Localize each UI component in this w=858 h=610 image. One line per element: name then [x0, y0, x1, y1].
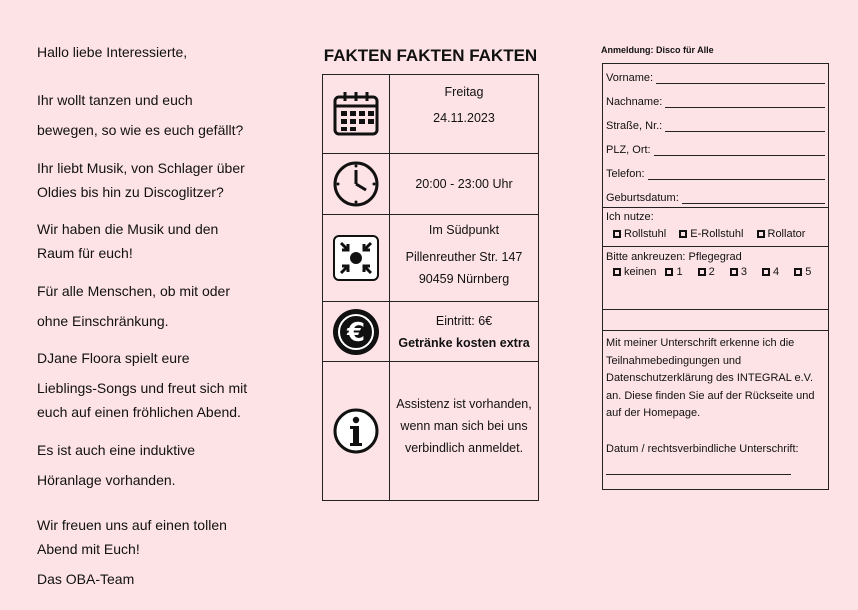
field-label: Nachname:	[606, 96, 663, 108]
info-icon	[332, 407, 380, 455]
birthdate-field[interactable]	[682, 193, 825, 204]
consent-line: an. Diese finden Sie auf der Rückseite und	[606, 389, 815, 402]
checkbox[interactable]	[762, 268, 770, 276]
consent-line: Mit meiner Unterschrift erkenne ich die	[606, 337, 795, 349]
checkbox[interactable]	[665, 268, 673, 276]
facts-row-date	[323, 75, 539, 154]
registration-form	[602, 63, 829, 490]
phone-field[interactable]	[648, 169, 825, 180]
consent-line: auf der Homepage.	[606, 407, 701, 419]
form-header: Anmeldung: Disco für Alle	[601, 45, 714, 55]
letter-line: Höranlage vorhanden.	[37, 472, 176, 488]
assist-line: verbindlich anmeldet.	[404, 441, 524, 455]
venue-city: 90459 Nürnberg	[418, 272, 510, 286]
meeting-point-icon-cell	[323, 215, 390, 302]
facts-row-entry	[323, 302, 539, 362]
option-rollator[interactable]: Rollator	[757, 228, 806, 240]
mobility-section	[603, 208, 828, 247]
date-signature-label: Datum / rechtsverbindliche Unterschrift:	[606, 442, 799, 455]
facts-row-time	[323, 154, 539, 215]
care-level-label: Bitte ankreuzen: Pflegegrad	[606, 251, 742, 263]
meeting-point-icon	[332, 234, 380, 282]
field-label: PLZ, Ort:	[606, 144, 651, 156]
info-icon-cell	[323, 362, 390, 501]
greeting: Hallo liebe Interessierte,	[37, 44, 188, 60]
facts-row-info	[323, 362, 539, 501]
entry-price: Eintritt: 6€	[435, 313, 493, 328]
letter-line: Wir haben die Musik und den	[37, 221, 219, 237]
svg-text:€: €	[346, 317, 366, 348]
letter-line: euch auf einen fröhlichen Abend.	[37, 404, 241, 420]
option-wheelchair[interactable]: Rollstuhl	[613, 228, 666, 240]
event-date: 24.11.2023	[433, 111, 495, 125]
facts-title: FAKTEN FAKTEN FAKTEN	[323, 46, 538, 65]
letter-line: Raum für euch!	[37, 245, 133, 261]
euro-icon	[332, 308, 380, 356]
mobility-label: Ich nutze:	[606, 211, 654, 223]
checkbox[interactable]	[730, 268, 738, 276]
care-option-1[interactable]: 1	[665, 266, 682, 278]
calendar-icon	[332, 90, 380, 138]
event-day: Freitag	[444, 85, 484, 99]
assist-line: Assistenz ist vorhanden,	[396, 397, 532, 411]
letter-line: Ihr wollt tanzen und euch	[37, 92, 193, 108]
facts-table	[322, 74, 539, 501]
personal-fields	[603, 64, 828, 208]
letter-line: Oldies bis hin zu Discoglitzer?	[37, 184, 224, 200]
drinks-note: Getränke kosten extra	[398, 335, 530, 350]
event-time: 20:00 - 23:00 Uhr	[390, 154, 539, 215]
checkbox[interactable]	[679, 230, 687, 238]
clock-icon	[332, 160, 380, 208]
care-option-5[interactable]: 5	[794, 266, 811, 278]
checkbox[interactable]	[794, 268, 802, 276]
first-name-field[interactable]	[656, 73, 825, 84]
empty-row	[603, 310, 828, 331]
letter-line: Wir freuen uns auf einen tollen	[37, 517, 227, 533]
letter-line: DJane Floora spielt eure	[37, 350, 190, 366]
option-e-wheelchair[interactable]: E-Rollstuhl	[679, 228, 743, 240]
care-option-4[interactable]: 4	[762, 266, 779, 278]
letter-line: Es ist auch eine induktive	[37, 442, 195, 458]
letter-signature: Das OBA-Team	[37, 571, 135, 587]
consent-line: Teilnahmebedingungen und	[606, 354, 742, 367]
care-option-3[interactable]: 3	[730, 266, 747, 278]
care-option-none[interactable]: keinen	[613, 266, 656, 278]
letter-line: bewegen, so wie es euch gefällt?	[37, 122, 244, 138]
calendar-icon-cell	[323, 75, 390, 154]
street-field[interactable]	[665, 121, 825, 132]
clock-icon-cell	[323, 154, 390, 215]
consent-line: Datenschutzerklärung des INTEGRAL e.V.	[606, 372, 814, 384]
venue-street: Pillenreuther Str. 147	[405, 250, 523, 264]
letter-line: Lieblings-Songs und freut sich mit	[37, 380, 248, 396]
checkbox[interactable]	[613, 268, 621, 276]
checkbox[interactable]	[698, 268, 706, 276]
letter-line: Für alle Menschen, ob mit oder	[37, 283, 230, 299]
field-label: Vorname:	[606, 72, 654, 84]
care-option-2[interactable]: 2	[698, 266, 715, 278]
field-label: Geburtsdatum:	[606, 192, 679, 204]
zip-city-field[interactable]	[654, 145, 825, 156]
signature-field[interactable]	[606, 474, 791, 475]
checkbox[interactable]	[757, 230, 765, 238]
consent-section	[603, 331, 828, 489]
field-label: Straße, Nr.:	[606, 120, 663, 132]
facts-row-venue	[323, 215, 539, 302]
letter-line: Ihr liebt Musik, von Schlager über	[37, 160, 245, 176]
checkbox[interactable]	[613, 230, 621, 238]
care-level-section	[603, 247, 828, 310]
venue-name: Im Südpunkt	[428, 223, 500, 237]
euro-icon-cell	[323, 302, 390, 362]
last-name-field[interactable]	[665, 97, 825, 108]
letter-line: ohne Einschränkung.	[37, 313, 169, 329]
assist-line: wenn man sich bei uns	[400, 419, 528, 433]
letter-line: Abend mit Euch!	[37, 541, 140, 557]
field-label: Telefon:	[606, 168, 645, 180]
